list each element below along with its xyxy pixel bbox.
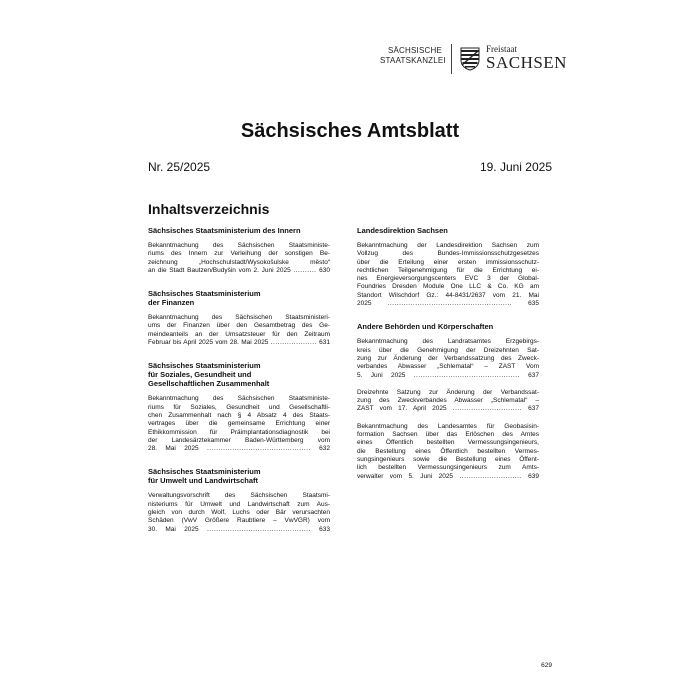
toc-right-column [357,226,539,481]
toc-section-title [148,467,330,485]
toc-page-ref[interactable]: 630 [319,266,330,274]
toc-entry-text-end: 30. Mai 2025 [148,525,199,533]
toc-entry-line: Standort Wilschdorf Gz.: 44-8431/2637 vom 21. Mai [357,291,539,299]
toc-entry[interactable] [148,314,330,347]
toc-section-title [357,322,539,331]
toc-entry-line: Dreizehnte Satzung zur Änderung der Verbandssat- [357,388,539,396]
toc-entry[interactable] [357,389,539,414]
toc-entry-line: zeichnung „Hochschulstadt/Wysokošulske město“ [148,258,330,266]
toc-page-ref[interactable]: 637 [528,371,539,379]
toc-section-title [357,226,539,235]
toc-leader-dots: .................... [270,339,317,347]
toc-leader-dots: .............................. [452,405,522,413]
toc-section-title-line: Sächsisches Staatsministerium [148,467,261,477]
toc-entry[interactable] [148,492,330,533]
toc-entry-text-end: an die Stadt Bautzen/Budyšin vom 2. Juni 2025 [148,266,291,274]
toc-entry-last-line [148,339,330,347]
state-wordmark-large: SACHSEN [486,53,567,72]
toc-entry-line: gleich von durch Wolf, Luchs oder Bär verursachten [148,509,330,517]
toc-entry-line: Bekanntmachung des Landesamtes für Geobasisin- [357,422,539,430]
masthead-divider [451,44,452,74]
toc-entry-last-line [357,372,539,380]
toc-entry-line: riums des Innern zur Verleihung der sonstigen Be- [148,250,330,258]
toc-entry-line: Schäden (VwV Größere Raubtiere – VwVGR) vom [148,517,330,525]
toc-leader-dots: ........................... [459,472,522,480]
toc-page-ref[interactable]: 633 [319,525,330,533]
toc-entry-text-end: ZAST vom 17. April 2025 [357,405,447,413]
toc-entry-line: chen Zusammenhalt nach § 4 Absatz 4 des Staats- [148,411,330,419]
toc-section-title [148,289,330,307]
toc-leader-dots: ............................................. [207,445,311,453]
toc-entry-last-line [357,300,539,308]
toc-entry-line: über die Erteilung einer ersten immissionsschutz- [357,258,539,266]
toc-section [357,322,539,480]
toc-section [148,289,330,347]
toc-entry[interactable] [357,338,539,379]
toc-entry-line: formation Sachsen über das Erlöschen des Amtes [357,431,539,439]
toc-section [148,361,330,453]
toc-leader-dots: .......... [293,266,317,274]
toc-section [148,226,330,275]
toc-leader-dots: ............................................. [207,525,311,533]
toc-page-ref[interactable]: 637 [528,405,539,413]
toc-entry-last-line [357,473,539,481]
toc-entry-line: nisteriums für Umwelt und Landwirtschaft zum Aus- [148,500,330,508]
toc-entry[interactable] [357,242,539,308]
toc-entry-text-end: 2025 [357,300,372,308]
toc-entry-line: Bekanntmachung des Sächsischen Staatsministe- [148,242,330,249]
toc-section-title-line: Andere Behörden und Körperschaften [357,322,494,332]
toc-entry-line: nes Energieversorgungscenters EVC 3 der Global- [357,275,539,283]
toc-section-title-line: Landesdirektion Sachsen [357,226,448,235]
toc-section-title-line: für Soziales, Gesundheit und [148,370,252,380]
toc-entry[interactable] [148,242,330,275]
page-number: 629 [541,662,552,669]
toc-section-title [148,361,330,388]
toc-entry-line: lich bestellten Vermessungsingenieurs zum Amts- [357,464,539,472]
toc-page-ref[interactable]: 631 [319,339,330,347]
masthead [380,44,567,74]
toc-section-title-line: für Umwelt und Landwirtschaft [148,476,259,486]
toc-entry-line: zung zur Änderung der Verbandssatzung des Zweck- [357,354,539,362]
toc-entry-text-end: verwalter vom 5. Juni 2025 [357,472,454,480]
issue-number: Nr. 25/2025 [148,160,211,174]
toc-entry[interactable] [148,395,330,453]
toc-entry-last-line [357,405,539,413]
toc-entry-line: Verwaltungsvorschrift des Sächsischen Staatsmi- [148,492,330,500]
toc-entry-last-line [148,445,330,453]
toc-entry[interactable] [357,423,539,481]
issue-date: 19. Juni 2025 [479,160,552,174]
toc-page-ref[interactable]: 639 [528,472,539,480]
toc-entry-line: meindeanteils an der Umsatzsteuer für den Zeitraum [148,330,330,338]
toc-entry-line: kreis über die Genehmigung der Dreizehnten Sat- [357,346,539,354]
toc-entry-last-line [148,267,330,275]
toc-section-title-line: Sächsisches Staatsministerium [148,289,261,299]
toc-entry-line: zung des Zweckverbandes Abwasser „Schlematal“ – [357,397,539,405]
toc-section-title-line: der Finanzen [148,298,195,308]
toc-entry-line: sungsingenieurs sowie die Bestellung eines Öffent- [357,455,539,463]
chancellery-line-1: SÄCHSISCHE [387,46,442,55]
document-title: Sächsisches Amtsblatt [240,120,460,142]
toc-entry-line: vertrages über die gemeinsame Errichtung einer [148,420,330,428]
toc-page-ref[interactable]: 632 [319,445,330,453]
state-wordmark [486,44,567,72]
toc-leader-dots: .............................................. [413,371,520,379]
toc-entry-line: Ethikkommission für Präimplantationsdiagnostik bei [148,428,330,436]
toc-entry-line: ums der Finanzen über den Gesamtbetrag des Ge- [148,322,330,330]
toc-section [148,467,330,533]
toc-entry-text-end: Februar bis April 2025 vom 28. Mai 2025 [148,339,269,347]
toc-entry-line: rechtlichen Teilgenehmigung für die Errichtung ei- [357,266,539,274]
chancellery-label [380,46,446,66]
toc-entry-text-end: 28. Mai 2025 [148,445,199,453]
chancellery-line-2: STAATSKANZLEI [380,56,446,65]
toc-entry-line: Bekanntmachung des Sächsischen Staatsministeri- [148,314,330,322]
toc-entry-line: Bekanntmachung des Sächsischen Staatsministe- [148,395,330,403]
toc-entry-line: eines Öffentlich bestellten Vermessungsingenieurs, [357,439,539,447]
toc-section-title-line: Sächsisches Staatsministerium [148,361,261,371]
toc-entry-line: verbandes Abwasser „Schlematal“ – ZAST Vom [357,363,539,371]
toc-entry-last-line [148,526,330,534]
toc-heading: Inhaltsverzeichnis [148,201,270,217]
toc-section [357,226,539,308]
toc-entry-line: Bekanntmachung des Landratsamtes Erzgebirgs- [357,338,539,346]
toc-section-title [148,226,330,235]
toc-section-title-line: Sächsisches Staatsministerium des Innern [148,226,301,235]
toc-entry-line: der Landesärztekammer Baden-Württemberg vom [148,436,330,444]
saxony-coat-of-arms-icon [460,47,480,71]
toc-leader-dots: ...................................................... [387,300,513,308]
toc-entry-line: Vollzug des Bundes-Immissionsschutzgesetzes [357,250,539,258]
toc-entry-line: Bekanntmachung der Landesdirektion Sachsen zum [357,242,539,249]
toc-entry-text-end: 5. Juni 2025 [357,371,406,379]
toc-section-title-line: Gesellschaftlichen Zusammenhalt [148,379,270,389]
toc-page-ref[interactable]: 635 [528,300,540,308]
toc-entry-line: riums für Soziales, Gesundheit und Gesellschaftli- [148,403,330,411]
toc-entry-line: die Bestellung eines Öffentlich bestellten Vermes- [357,447,539,455]
toc-entry-line: Foundries Dresden Module One LLC & Co. KG am [357,283,539,291]
state-wordmark-small: Freistaat [486,44,517,54]
toc-left-column [148,226,330,534]
